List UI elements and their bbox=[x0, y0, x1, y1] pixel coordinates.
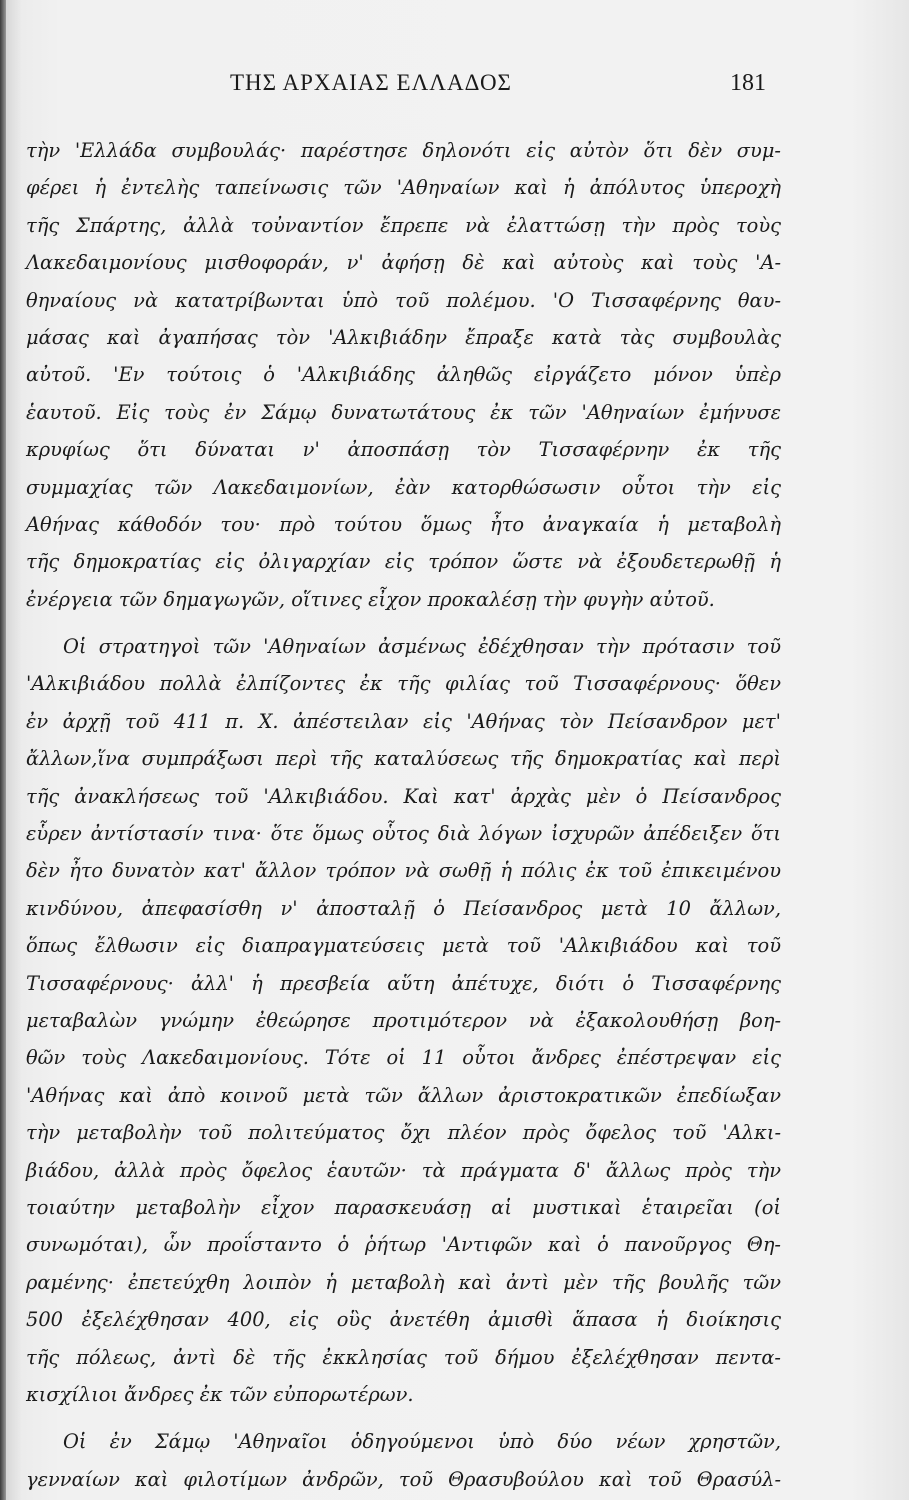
text-line: κινδύνου, ἀπεφασίσθη ν' ἀποσταλῇ ὁ Πείσανδρος μετὰ 10 ἄλλων, bbox=[26, 896, 781, 920]
text-line: τῆς δημοκρατίας εἰς ὀλιγαρχίαν εἰς τρόπον ὥστε νὰ ἐξουδετερωθῇ ἡ bbox=[26, 550, 781, 574]
text-line: κρυφίως ὅτι δύναται ν' ἀποσπάσῃ τὸν Τισσαφέρνην ἐκ τῆς bbox=[26, 438, 781, 462]
text-line: συνωμόται), ὧν προΐσταντο ὁ ῥήτωρ 'Αντιφῶν καὶ ὁ πανοῦργος Θη- bbox=[26, 1233, 781, 1257]
text-line: τῆς πόλεως, ἀντὶ δὲ τῆς ἐκκλησίας τοῦ δήμου ἐξελέχθησαν πεντα- bbox=[26, 1345, 781, 1369]
text-line: αὐτοῦ. 'Εν τούτοις ὁ 'Αλκιβιάδης ἀληθῶς εἰργάζετο μόνον ὑπὲρ bbox=[26, 363, 781, 387]
binding-edge bbox=[0, 0, 6, 1500]
text-line: δὲν ἦτο δυνατὸν κατ' ἄλλον τρόπον νὰ σωθῇ ἡ πόλις ἐκ τοῦ ἐπικειμένου bbox=[26, 859, 781, 883]
text-line: Οἱ στρατηγοὶ τῶν 'Αθηναίων ἀσμένως ἐδέχθησαν τὴν πρότασιν τοῦ bbox=[63, 635, 781, 659]
text-line: τὴν 'Ελλάδα συμβουλάς· παρέστησε δηλονότι εἰς αὐτὸν ὅτι δὲν συμ- bbox=[26, 139, 781, 162]
text-line: κισχίλιοι ἄνδρες ἐκ τῶν εὐπορωτέρων. bbox=[26, 1382, 414, 1406]
paragraph-2 bbox=[26, 628, 781, 1413]
running-title: ΤΗΣ ΑΡΧΑΙΑΣ ΕΛΛΑΔΟΣ bbox=[230, 70, 512, 95]
text-line: μεταβαλὼν γνώμην ἐθεώρησε προτιμότερον νὰ ἐξακολουθήσῃ βοη- bbox=[26, 1008, 781, 1032]
text-line: εὗρεν ἀντίστασίν τινα· ὅτε ὅμως οὗτος διὰ λόγων ἰσχυρῶν ἀπέδειξεν ὅτι bbox=[26, 822, 781, 846]
text-line: 500 ἐξελέχθησαν 400, εἰς οὓς ἀνετέθη ἀμισθὶ ἅπασα ἡ διοίκησις bbox=[26, 1308, 781, 1332]
paragraph-gap bbox=[26, 1413, 781, 1423]
text-line: τὴν μεταβολὴν τοῦ πολιτεύματος ὄχι πλέον πρὸς ὄφελος τοῦ 'Αλκι- bbox=[26, 1121, 781, 1145]
text-line: ἄλλων,ἵνα συμπράξωσι περὶ τῆς καταλύσεως τῆς δημοκρατίας καὶ περὶ bbox=[26, 747, 781, 771]
text-line: μάσας καὶ ἀγαπήσας τὸν 'Αλκιβιάδην ἔπραξε κατὰ τὰς συμβουλὰς bbox=[26, 325, 781, 349]
page-number: 181 bbox=[730, 70, 766, 96]
text-line: θῶν τοὺς Λακεδαιμονίους. Τότε οἱ 11 οὗτοι ἄνδρες ἐπέστρεψαν εἰς bbox=[26, 1046, 781, 1070]
text-line: 'Αλκιβιάδου πολλὰ ἐλπίζοντες ἐκ τῆς φιλίας τοῦ Τισσαφέρνους· ὅθεν bbox=[26, 672, 781, 696]
text-line: ὅπως ἔλθωσιν εἰς διαπραγματεύσεις μετὰ τοῦ 'Αλκιβιάδου καὶ τοῦ bbox=[26, 934, 781, 958]
paragraph-3 bbox=[26, 1423, 781, 1498]
paragraph-gap bbox=[26, 618, 781, 628]
text-line: ἑαυτοῦ. Εἰς τοὺς ἐν Σάμῳ δυνατωτάτους ἐκ τῶν 'Αθηναίων ἐμήνυσε bbox=[26, 400, 781, 424]
text-line: 'Αθήνας καὶ ἀπὸ κοινοῦ μετὰ τῶν ἄλλων ἀριστοκρατικῶν ἐπεδίωξαν bbox=[26, 1083, 781, 1107]
text-line: Αθήνας κάθοδόν του· πρὸ τούτου ὅμως ἦτο ἀναγκαία ἡ μεταβολὴ bbox=[26, 512, 781, 536]
text-line: τῆς ἀνακλήσεως τοῦ 'Αλκιβιάδου. Καὶ κατ' ἀρχὰς μὲν ὁ Πείσανδρος bbox=[26, 784, 781, 808]
text-line: θηναίους νὰ κατατρίβωνται ὑπὸ τοῦ πολέμου. 'Ο Τισσαφέρνης θαυ- bbox=[26, 288, 781, 312]
text-line: Λακεδαιμονίους μισθοφοράν, ν' ἀφήσῃ δὲ καὶ αὐτοὺς καὶ τοὺς 'Α- bbox=[26, 251, 781, 275]
running-head bbox=[0, 70, 909, 110]
text-line: τοιαύτην μεταβολὴν εἶχον παρασκευάσῃ αἱ μυστικαὶ ἑταιρεῖαι (οἱ bbox=[26, 1195, 781, 1219]
text-line: ραμένης· ἐπετεύχθη λοιπὸν ἡ μεταβολὴ καὶ ἀντὶ μὲν τῆς βουλῆς τῶν bbox=[26, 1270, 781, 1294]
text-line: βιάδου, ἀλλὰ πρὸς ὄφελος ἑαυτῶν· τὰ πράγματα δ' ἄλλως πρὸς τὴν bbox=[26, 1158, 781, 1182]
text-line: γενναίων καὶ φιλοτίμων ἀνδρῶν, τοῦ Θρασυβούλου καὶ τοῦ Θρασύλ- bbox=[26, 1467, 781, 1491]
text-line: συμμαχίας τῶν Λακεδαιμονίων, ἐὰν κατορθώσωσιν οὗτοι τὴν εἰς bbox=[26, 475, 781, 499]
paragraph-1 bbox=[26, 132, 781, 618]
text-line: φέρει ἡ ἐντελὴς ταπείνωσις τῶν 'Αθηναίων καὶ ἡ ἀπόλυτος ὑπεροχὴ bbox=[26, 176, 781, 200]
text-line: ἐνέργεια τῶν δημαγωγῶν, οἵτινες εἶχον προκαλέσῃ τὴν φυγὴν αὐτοῦ. bbox=[26, 587, 715, 611]
text-line: Οἱ ἐν Σάμῳ 'Αθηναῖοι ὁδηγούμενοι ὑπὸ δύο νέων χρηστῶν, bbox=[63, 1430, 781, 1454]
text-line: Τισσαφέρνους· ἀλλ' ἡ πρεσβεία αὕτη ἀπέτυχε, διότι ὁ Τισσαφέρνης bbox=[26, 971, 781, 995]
text-line: τῆς Σπάρτης, ἀλλὰ τοὐναντίον ἔπρεπε νὰ ἐλαττώσῃ τὴν πρὸς τοὺς bbox=[26, 213, 781, 237]
text-line: ἐν ἀρχῇ τοῦ 411 π. Χ. ἀπέστειλαν εἰς 'Αθήνας τὸν Πείσανδρον μετ' bbox=[26, 709, 781, 733]
body-text bbox=[26, 132, 781, 1498]
